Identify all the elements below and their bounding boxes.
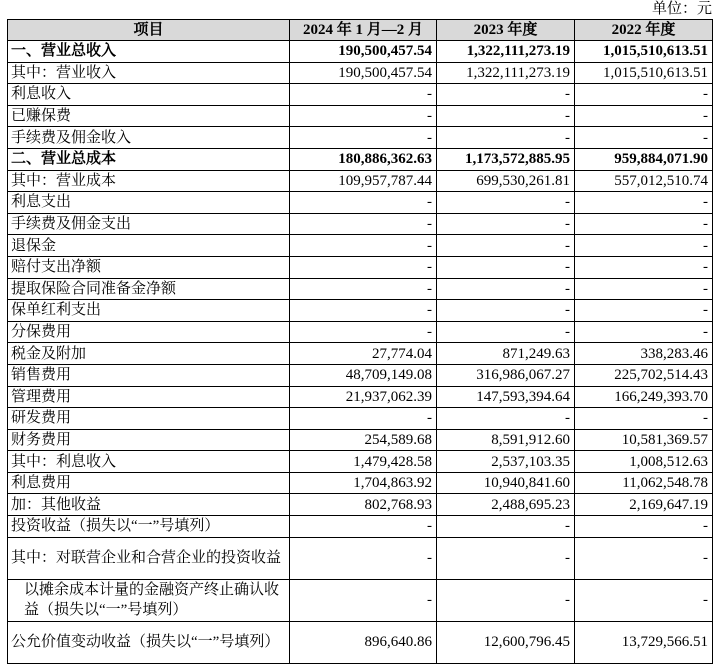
row-label: 一、营业总收入 bbox=[8, 41, 290, 63]
value-2024-jan-feb: - bbox=[290, 213, 437, 235]
row-label: 税金及附加 bbox=[8, 343, 290, 365]
value-2023: - bbox=[437, 300, 575, 322]
table-row bbox=[8, 537, 713, 579]
row-label: 管理费用 bbox=[8, 386, 290, 408]
value-2023: 10,940,841.60 bbox=[437, 472, 575, 494]
row-label: 以摊余成本计量的金融资产终止确认收益（损失以“一”号填列） bbox=[8, 579, 290, 621]
value-2024-jan-feb: - bbox=[290, 192, 437, 214]
value-2022: - bbox=[575, 105, 713, 127]
row-label: 二、营业总成本 bbox=[8, 148, 290, 170]
row-label: 提取保险合同准备金净额 bbox=[8, 278, 290, 300]
value-2023: 871,249.63 bbox=[437, 343, 575, 365]
value-2022: - bbox=[575, 516, 713, 538]
value-2022: 13,729,566.51 bbox=[575, 621, 713, 663]
table-row bbox=[8, 62, 713, 84]
value-2023: - bbox=[437, 84, 575, 106]
value-2024-jan-feb: 254,589.68 bbox=[290, 429, 437, 451]
unit-label: 单位：元 bbox=[651, 1, 712, 17]
header-2024-jan-feb: 2024 年 1 月—2 月 bbox=[290, 20, 437, 41]
value-2023: 316,986,067.27 bbox=[437, 364, 575, 386]
value-2022: - bbox=[575, 300, 713, 322]
table-row bbox=[8, 386, 713, 408]
row-label: 加：其他收益 bbox=[8, 494, 290, 516]
value-2022: - bbox=[575, 256, 713, 278]
value-2024-jan-feb: 180,886,362.63 bbox=[290, 148, 437, 170]
value-2024-jan-feb: - bbox=[290, 278, 437, 300]
row-label: 财务费用 bbox=[8, 429, 290, 451]
table-row bbox=[8, 148, 713, 170]
value-2023: - bbox=[437, 127, 575, 149]
value-2022: - bbox=[575, 537, 713, 579]
value-2024-jan-feb: 48,709,149.08 bbox=[290, 364, 437, 386]
value-2022: - bbox=[575, 84, 713, 106]
value-2022: - bbox=[575, 127, 713, 149]
row-label: 投资收益（损失以“一”号填列） bbox=[8, 516, 290, 538]
value-2022: 557,012,510.74 bbox=[575, 170, 713, 192]
value-2022: - bbox=[575, 192, 713, 214]
table-body bbox=[8, 41, 713, 664]
value-2022: 1,008,512.63 bbox=[575, 451, 713, 473]
value-2022: 11,062,548.78 bbox=[575, 472, 713, 494]
header-2023: 2023 年度 bbox=[437, 20, 575, 41]
value-2022: 1,015,510,613.51 bbox=[575, 41, 713, 63]
table-row bbox=[8, 41, 713, 63]
value-2023: 8,591,912.60 bbox=[437, 429, 575, 451]
value-2024-jan-feb: 190,500,457.54 bbox=[290, 41, 437, 63]
row-label: 赔付支出净额 bbox=[8, 256, 290, 278]
row-label: 利息费用 bbox=[8, 472, 290, 494]
header-item: 项目 bbox=[8, 20, 290, 41]
row-label: 分保费用 bbox=[8, 321, 290, 343]
table-row bbox=[8, 472, 713, 494]
value-2023: 147,593,394.64 bbox=[437, 386, 575, 408]
value-2022: 959,884,071.90 bbox=[575, 148, 713, 170]
value-2024-jan-feb: - bbox=[290, 256, 437, 278]
value-2023: - bbox=[437, 278, 575, 300]
value-2024-jan-feb: 21,937,062.39 bbox=[290, 386, 437, 408]
table-row bbox=[8, 278, 713, 300]
value-2023: - bbox=[437, 516, 575, 538]
value-2023: - bbox=[437, 105, 575, 127]
value-2022: 2,169,647.19 bbox=[575, 494, 713, 516]
value-2024-jan-feb: - bbox=[290, 321, 437, 343]
value-2024-jan-feb: - bbox=[290, 300, 437, 322]
value-2023: - bbox=[437, 213, 575, 235]
value-2022: 166,249,393.70 bbox=[575, 386, 713, 408]
row-label: 利息收入 bbox=[8, 84, 290, 106]
table-row bbox=[8, 408, 713, 430]
value-2022: - bbox=[575, 579, 713, 621]
value-2022: - bbox=[575, 321, 713, 343]
row-label: 退保金 bbox=[8, 235, 290, 257]
income-statement-table bbox=[7, 19, 713, 664]
value-2023: - bbox=[437, 408, 575, 430]
value-2023: 699,530,261.81 bbox=[437, 170, 575, 192]
value-2022: 338,283.46 bbox=[575, 343, 713, 365]
value-2022: - bbox=[575, 408, 713, 430]
value-2024-jan-feb: 802,768.93 bbox=[290, 494, 437, 516]
value-2023: 2,537,103.35 bbox=[437, 451, 575, 473]
value-2022: - bbox=[575, 213, 713, 235]
value-2024-jan-feb: - bbox=[290, 105, 437, 127]
row-label: 保单红利支出 bbox=[8, 300, 290, 322]
table-row bbox=[8, 235, 713, 257]
value-2022: - bbox=[575, 278, 713, 300]
value-2023: - bbox=[437, 537, 575, 579]
table-row bbox=[8, 451, 713, 473]
table-row bbox=[8, 192, 713, 214]
value-2024-jan-feb: - bbox=[290, 537, 437, 579]
value-2024-jan-feb: - bbox=[290, 84, 437, 106]
value-2023: - bbox=[437, 235, 575, 257]
value-2023: 1,173,572,885.95 bbox=[437, 148, 575, 170]
table-row bbox=[8, 516, 713, 538]
value-2023: 1,322,111,273.19 bbox=[437, 41, 575, 63]
value-2024-jan-feb: 27,774.04 bbox=[290, 343, 437, 365]
row-label: 手续费及佣金收入 bbox=[8, 127, 290, 149]
value-2022: 1,015,510,613.51 bbox=[575, 62, 713, 84]
header-2022: 2022 年度 bbox=[575, 20, 713, 41]
table-row bbox=[8, 256, 713, 278]
value-2022: 10,581,369.57 bbox=[575, 429, 713, 451]
value-2024-jan-feb: - bbox=[290, 516, 437, 538]
row-label: 利息支出 bbox=[8, 192, 290, 214]
table-row bbox=[8, 429, 713, 451]
table-row bbox=[8, 364, 713, 386]
value-2023: - bbox=[437, 579, 575, 621]
table-header-row bbox=[8, 20, 713, 41]
value-2022: 225,702,514.43 bbox=[575, 364, 713, 386]
value-2023: - bbox=[437, 256, 575, 278]
row-label: 其中：对联营企业和合营企业的投资收益 bbox=[8, 537, 290, 579]
value-2024-jan-feb: - bbox=[290, 127, 437, 149]
value-2023: 12,600,796.45 bbox=[437, 621, 575, 663]
table-row bbox=[8, 105, 713, 127]
table-row bbox=[8, 84, 713, 106]
value-2022: - bbox=[575, 235, 713, 257]
value-2024-jan-feb: 1,704,863.92 bbox=[290, 472, 437, 494]
table-row bbox=[8, 321, 713, 343]
value-2024-jan-feb: 896,640.86 bbox=[290, 621, 437, 663]
row-label: 研发费用 bbox=[8, 408, 290, 430]
table-row bbox=[8, 170, 713, 192]
table-row bbox=[8, 621, 713, 663]
table-row bbox=[8, 127, 713, 149]
value-2024-jan-feb: 109,957,787.44 bbox=[290, 170, 437, 192]
row-label: 手续费及佣金支出 bbox=[8, 213, 290, 235]
row-label: 公允价值变动收益（损失以“一”号填列） bbox=[8, 621, 290, 663]
value-2024-jan-feb: 190,500,457.54 bbox=[290, 62, 437, 84]
table-row bbox=[8, 494, 713, 516]
value-2023: 1,322,111,273.19 bbox=[437, 62, 575, 84]
row-label: 其中：利息收入 bbox=[8, 451, 290, 473]
row-label: 其中：营业收入 bbox=[8, 62, 290, 84]
value-2024-jan-feb: - bbox=[290, 235, 437, 257]
value-2023: - bbox=[437, 192, 575, 214]
value-2024-jan-feb: - bbox=[290, 579, 437, 621]
value-2024-jan-feb: - bbox=[290, 408, 437, 430]
row-label: 销售费用 bbox=[8, 364, 290, 386]
table-row bbox=[8, 343, 713, 365]
table-row bbox=[8, 579, 713, 621]
value-2024-jan-feb: 1,479,428.58 bbox=[290, 451, 437, 473]
value-2023: 2,488,695.23 bbox=[437, 494, 575, 516]
table-row bbox=[8, 300, 713, 322]
row-label: 其中：营业成本 bbox=[8, 170, 290, 192]
value-2023: - bbox=[437, 321, 575, 343]
row-label: 已赚保费 bbox=[8, 105, 290, 127]
table-row bbox=[8, 213, 713, 235]
